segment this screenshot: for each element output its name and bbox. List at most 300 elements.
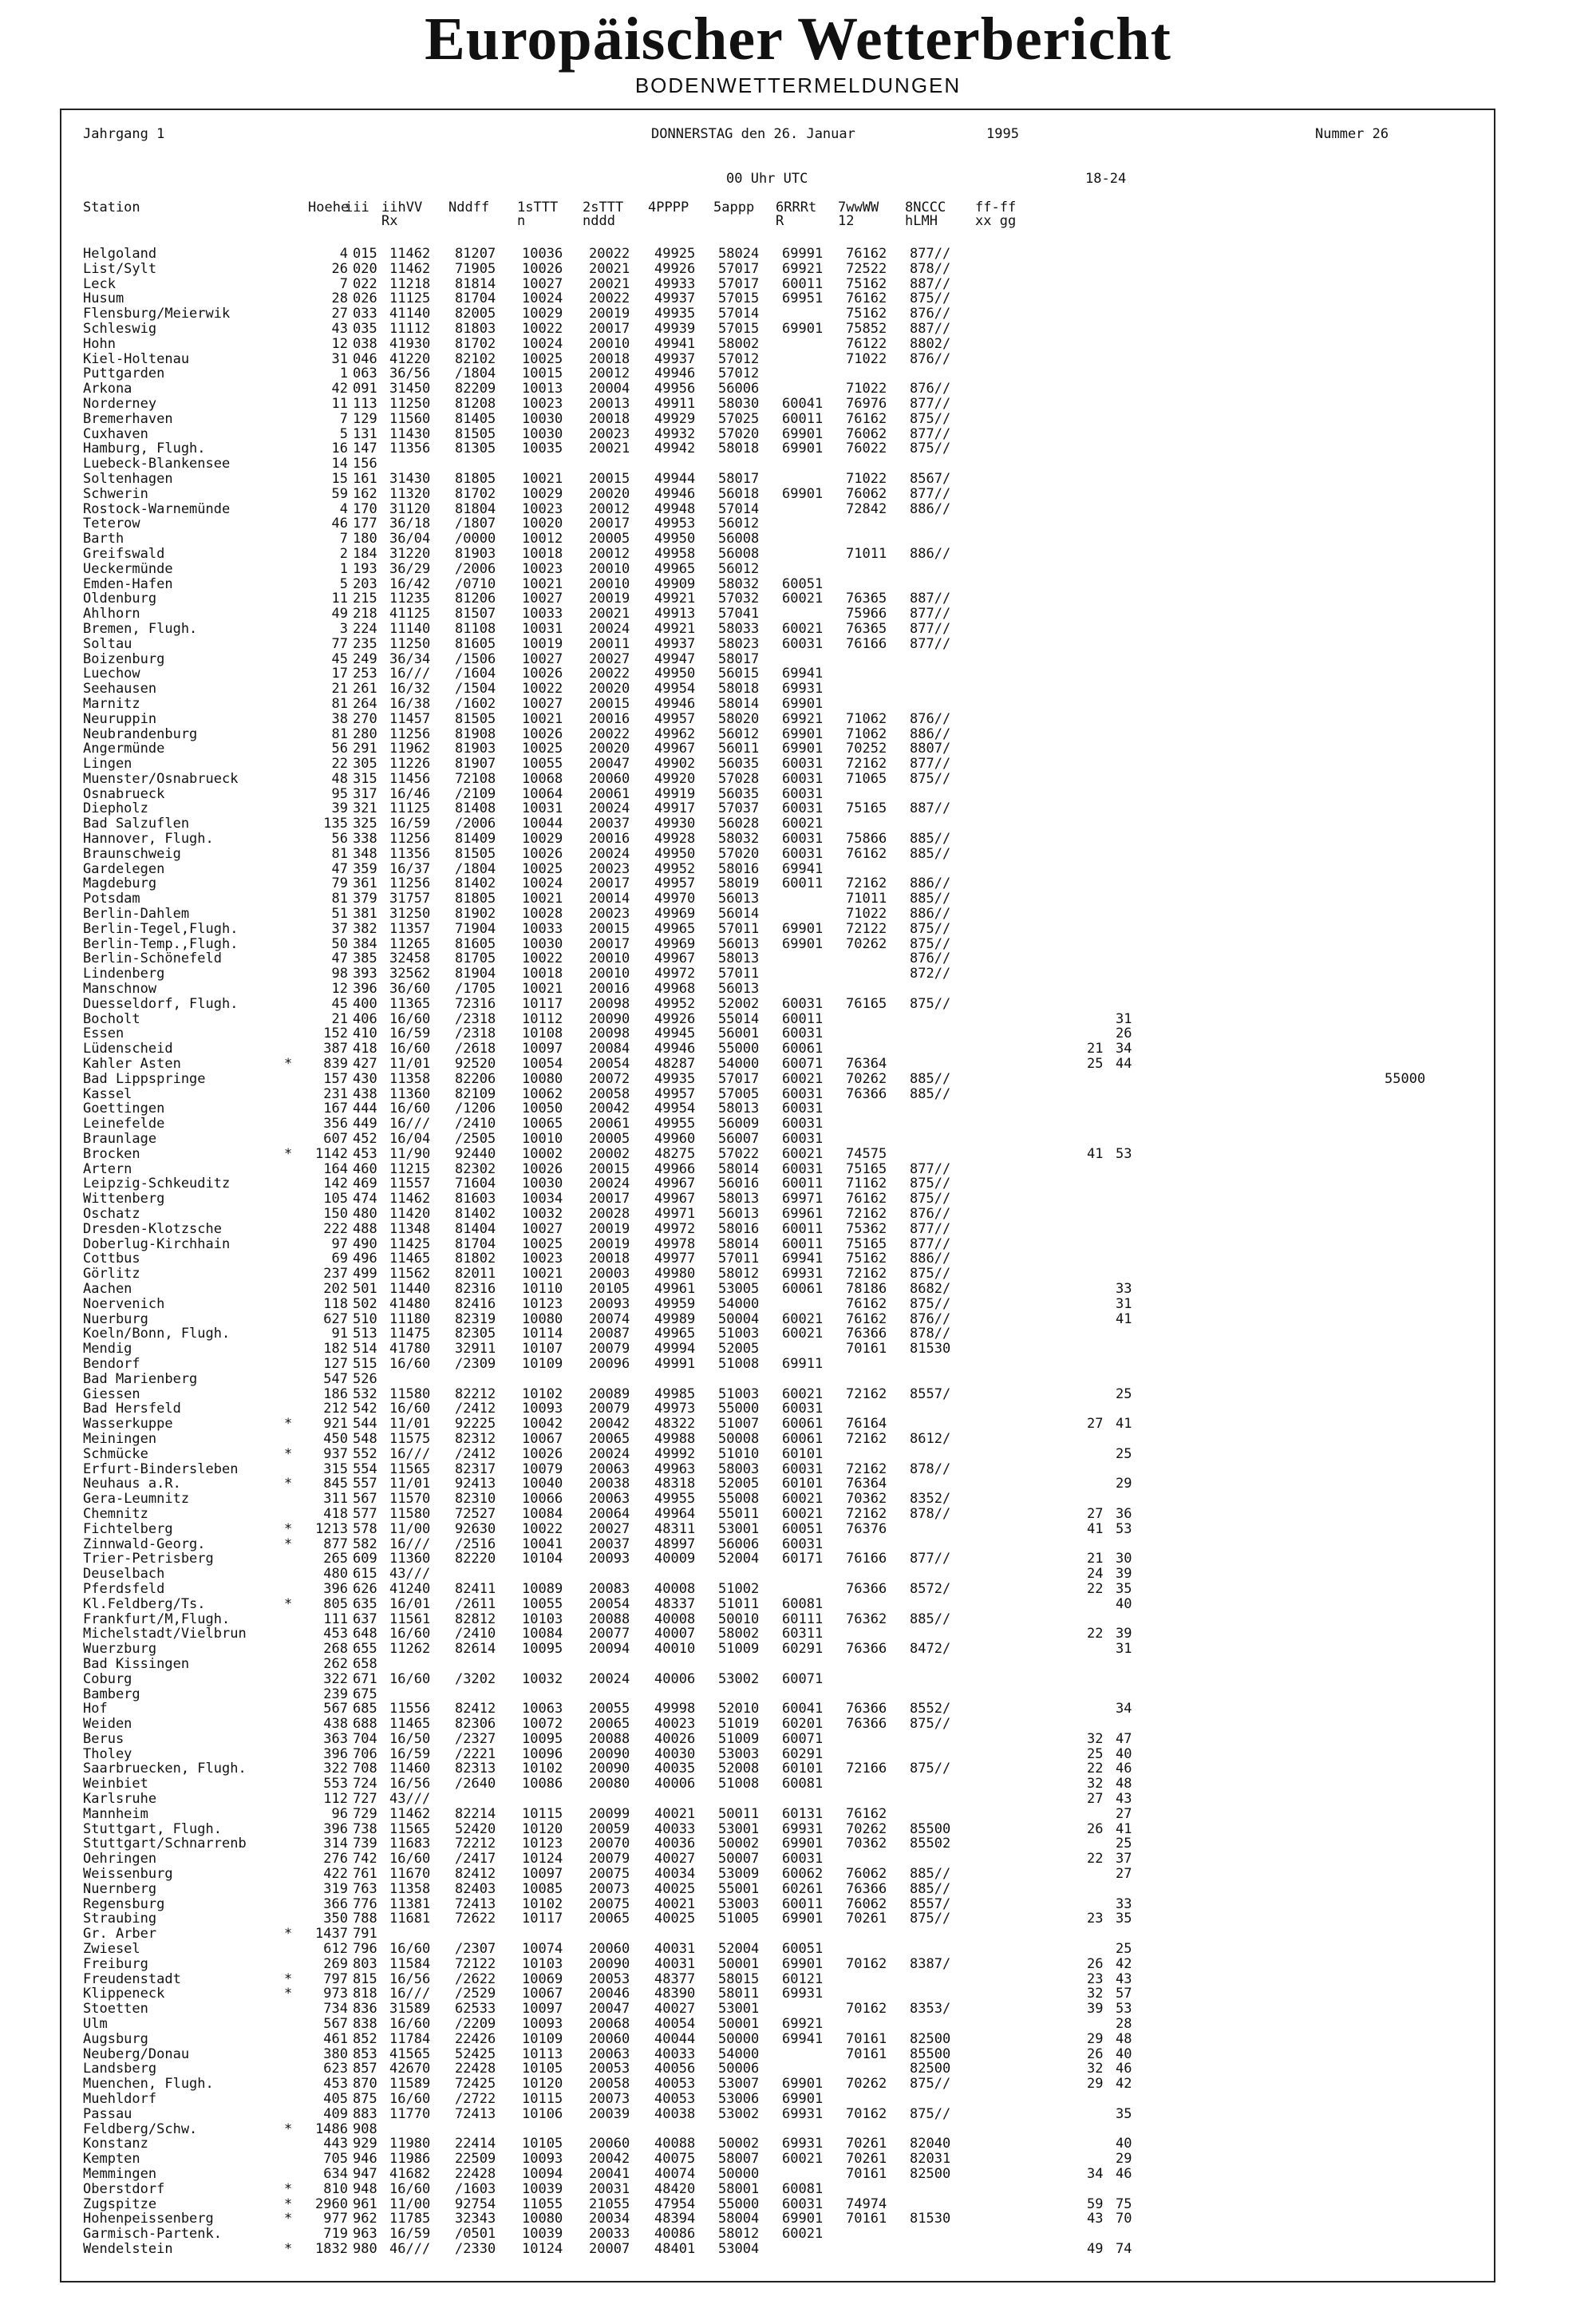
code-cell: 877//: [910, 246, 951, 262]
ff-xx: 25: [1087, 1745, 1104, 1762]
code-cell: 69901: [782, 935, 824, 952]
code-cell: 60021: [782, 1491, 824, 1508]
code-cell: 60021: [782, 620, 824, 637]
code-cell: 76976: [846, 395, 887, 412]
code-cell: 20088: [589, 1611, 630, 1627]
code-cell: 50011: [718, 1805, 760, 1822]
code-cell: 10044: [522, 816, 563, 832]
station-height: 79: [331, 875, 348, 892]
code-cell: 36/56: [389, 366, 431, 382]
code-cell: 58014: [718, 1235, 760, 1252]
code-cell: 20047: [589, 2001, 630, 2018]
code-cell: 49928: [654, 831, 696, 848]
code-cell: 60311: [782, 1626, 824, 1642]
code-cell: 10031: [522, 800, 563, 817]
station-height: 51: [331, 906, 348, 923]
station-name: Weinbiet: [83, 1776, 148, 1792]
code-cell: 82416: [455, 1295, 496, 1312]
code-cell: 885//: [910, 1866, 951, 1883]
code-cell: 70161: [846, 2166, 887, 2182]
station-name: Flensburg/Meierwik: [83, 306, 231, 322]
station-id: 658: [353, 1655, 377, 1672]
code-cell: 20072: [589, 1070, 630, 1087]
station-height: 22: [331, 756, 348, 773]
station-height: 98: [331, 966, 348, 982]
code-cell: 11962: [389, 741, 431, 757]
ff-gg: 35: [1116, 1911, 1132, 1927]
station-id: 883: [353, 2105, 377, 2122]
station-height: 11: [331, 395, 348, 412]
ff-gg: 46: [1116, 2061, 1132, 2077]
code-cell: 20098: [589, 1026, 630, 1042]
code-cell: 58013: [718, 1191, 760, 1207]
code-cell: 16/60: [389, 1626, 431, 1642]
code-cell: 48394: [654, 2211, 696, 2227]
code-cell: 10112: [522, 1010, 563, 1027]
station-name: Kempten: [83, 2151, 140, 2168]
station-height: 7: [339, 275, 348, 292]
station-id: 280: [353, 725, 377, 742]
code-cell: 876//: [910, 306, 951, 322]
code-cell: 10093: [522, 2016, 563, 2033]
station-height: 45: [331, 650, 348, 667]
code-cell: 56009: [718, 1116, 760, 1132]
station-name: Luechow: [83, 666, 140, 682]
station-height: 977: [323, 2211, 348, 2227]
station-height: 810: [323, 2180, 348, 2197]
code-cell: 58018: [718, 441, 760, 457]
station-name: Frankfurt/M,Flugh.: [83, 1611, 231, 1627]
code-cell: 81903: [455, 545, 496, 562]
ff-gg: 34: [1116, 1701, 1132, 1717]
station-height: 276: [323, 1851, 348, 1867]
code-cell: 69931: [782, 1820, 824, 1837]
code-cell: 49953: [654, 516, 696, 532]
code-cell: 40030: [654, 1745, 696, 1762]
code-cell: 60071: [782, 1730, 824, 1747]
code-cell: 20099: [589, 1805, 630, 1822]
code-cell: 49929: [654, 410, 696, 427]
code-cell: 10109: [522, 2030, 563, 2047]
code-cell: 57020: [718, 845, 760, 862]
station-height: 38: [331, 710, 348, 727]
code-cell: 20053: [589, 2061, 630, 2077]
code-cell: 20059: [589, 1820, 630, 1837]
code-cell: 20016: [589, 981, 630, 998]
code-cell: 885//: [910, 845, 951, 862]
code-cell: 887//: [910, 591, 951, 607]
code-cell: 20005: [589, 1131, 630, 1148]
station-height: 59: [331, 485, 348, 502]
station-height: 202: [323, 1280, 348, 1297]
station-id: 708: [353, 1761, 377, 1777]
code-cell: /2618: [455, 1041, 496, 1057]
code-cell: 71162: [846, 1176, 887, 1192]
code-cell: 20090: [589, 1010, 630, 1027]
code-cell: 53002: [718, 1670, 760, 1687]
ff-gg: 37: [1116, 1851, 1132, 1867]
station-height: 12: [331, 981, 348, 998]
code-cell: 82310: [455, 1491, 496, 1508]
code-cell: 82403: [455, 1880, 496, 1897]
station-height: 405: [323, 2091, 348, 2108]
ff-xx: 26: [1087, 1820, 1104, 1837]
station-id: 742: [353, 1851, 377, 1867]
column-header: Nddff: [448, 200, 490, 215]
code-cell: 875//: [910, 1295, 951, 1312]
code-cell: 11456: [389, 770, 431, 787]
ff-xx: 32: [1087, 2061, 1104, 2077]
station-id: 131: [353, 425, 377, 442]
code-cell: 48390: [654, 1986, 696, 2002]
code-cell: 49969: [654, 935, 696, 952]
station-id: 514: [353, 1341, 377, 1358]
code-cell: 40033: [654, 2045, 696, 2062]
code-cell: 36/04: [389, 531, 431, 547]
code-cell: 49933: [654, 275, 696, 292]
station-name: Braunschweig: [83, 845, 181, 862]
code-cell: 10026: [522, 666, 563, 682]
code-cell: 10095: [522, 1641, 563, 1658]
code-cell: 876//: [910, 381, 951, 397]
code-cell: 16/50: [389, 1730, 431, 1747]
column-header: 2sTTT: [583, 200, 624, 215]
station-height: 319: [323, 1880, 348, 1897]
code-cell: 52002: [718, 995, 760, 1012]
code-cell: 20037: [589, 816, 630, 832]
station-height: 453: [323, 1626, 348, 1642]
code-cell: 11/00: [389, 1520, 431, 1537]
station-name: List/Sylt: [83, 260, 157, 277]
station-name: Boizenburg: [83, 650, 165, 667]
station-id: 513: [353, 1326, 377, 1342]
code-cell: 49989: [654, 1310, 696, 1327]
code-cell: 81530: [910, 2211, 951, 2227]
code-cell: 20070: [589, 1836, 630, 1852]
code-cell: 20017: [589, 935, 630, 952]
station-height: 164: [323, 1160, 348, 1177]
station-name: Braunlage: [83, 1131, 157, 1148]
code-cell: 81404: [455, 1220, 496, 1237]
code-cell: 70161: [846, 1341, 887, 1358]
code-cell: 49972: [654, 1220, 696, 1237]
code-cell: 11/01: [389, 1416, 431, 1433]
column-header: R: [776, 213, 784, 229]
code-cell: 49965: [654, 560, 696, 577]
column-header: ff-ff: [975, 200, 1017, 215]
code-cell: 10020: [522, 516, 563, 532]
code-cell: 60011: [782, 1235, 824, 1252]
code-cell: 40025: [654, 1880, 696, 1897]
code-cell: 58007: [718, 2151, 760, 2168]
code-cell: 11357: [389, 920, 431, 937]
station-name: Michelstadt/Vielbrun: [83, 1626, 247, 1642]
code-cell: 11365: [389, 995, 431, 1012]
code-cell: 56013: [718, 1206, 760, 1222]
code-cell: 10106: [522, 2105, 563, 2122]
station-name: Stuttgart/Schnarrenb: [83, 1836, 247, 1852]
code-cell: 92630: [455, 1520, 496, 1537]
code-cell: 10055: [522, 756, 563, 773]
station-name: Lüdenscheid: [83, 1041, 173, 1057]
station-id: 788: [353, 1911, 377, 1927]
code-cell: /2006: [455, 816, 496, 832]
station-height: 47: [331, 951, 348, 967]
station-id: 929: [353, 2136, 377, 2152]
code-cell: 48311: [654, 1520, 696, 1537]
code-cell: 10030: [522, 935, 563, 952]
code-cell: 11986: [389, 2151, 431, 2168]
code-cell: 71062: [846, 710, 887, 727]
code-cell: 71022: [846, 350, 887, 367]
code-cell: 52425: [455, 2045, 496, 2062]
mountain-marker: *: [284, 2180, 293, 2197]
code-cell: 877//: [910, 425, 951, 442]
code-cell: 56001: [718, 1026, 760, 1042]
station-id: 496: [353, 1251, 377, 1267]
code-cell: 16/38: [389, 695, 431, 712]
station-id: 875: [353, 2091, 377, 2108]
code-cell: 82411: [455, 1580, 496, 1597]
column-header: 4PPPP: [648, 200, 689, 215]
station-id: 452: [353, 1131, 377, 1148]
station-name: Giessen: [83, 1385, 140, 1402]
station-height: 2960: [315, 2196, 348, 2212]
code-cell: 11565: [389, 1820, 431, 1837]
code-cell: 49969: [654, 906, 696, 923]
code-cell: 58032: [718, 831, 760, 848]
station-height: 1213: [315, 1520, 348, 1537]
code-cell: 60101: [782, 1476, 824, 1492]
station-id: 291: [353, 741, 377, 757]
code-cell: 42670: [389, 2061, 431, 2077]
station-name: Schwerin: [83, 485, 148, 502]
code-cell: 11348: [389, 1220, 431, 1237]
code-cell: 58017: [718, 470, 760, 487]
station-id: 548: [353, 1430, 377, 1447]
code-cell: 62533: [455, 2001, 496, 2018]
ff-xx: 39: [1087, 2001, 1104, 2018]
column-header: hLMH: [905, 213, 938, 229]
code-cell: 60062: [782, 1866, 824, 1883]
code-cell: 76366: [846, 1641, 887, 1658]
code-cell: 20053: [589, 1970, 630, 1987]
code-cell: 46///: [389, 2240, 431, 2257]
code-cell: 20065: [589, 1716, 630, 1733]
code-cell: 11226: [389, 756, 431, 773]
code-cell: 49955: [654, 1116, 696, 1132]
code-cell: 20002: [589, 1145, 630, 1162]
station-name: Zinnwald-Georg.: [83, 1535, 206, 1552]
code-cell: 10035: [522, 441, 563, 457]
code-cell: 57012: [718, 366, 760, 382]
code-cell: 22426: [455, 2030, 496, 2047]
station-id: 946: [353, 2151, 377, 2168]
code-cell: 49946: [654, 1041, 696, 1057]
station-name: Oberstdorf: [83, 2180, 165, 2197]
code-cell: 70262: [846, 1820, 887, 1837]
code-cell: 20058: [589, 1085, 630, 1102]
ff-gg: 74: [1116, 2240, 1132, 2257]
code-cell: 20039: [589, 2105, 630, 2122]
code-cell: 58016: [718, 860, 760, 877]
code-cell: 70262: [846, 935, 887, 952]
code-cell: 51003: [718, 1385, 760, 1402]
code-cell: 71011: [846, 545, 887, 562]
code-cell: 11112: [389, 320, 431, 337]
code-cell: 10102: [522, 1385, 563, 1402]
code-cell: 20020: [589, 485, 630, 502]
station-name: Rostock-Warnemünde: [83, 500, 231, 517]
code-cell: 16/56: [389, 1776, 431, 1792]
station-name: Bad Marienberg: [83, 1370, 198, 1387]
code-cell: 10027: [522, 591, 563, 607]
code-cell: 60021: [782, 1310, 824, 1327]
code-cell: 877//: [910, 485, 951, 502]
code-cell: 20047: [589, 756, 630, 773]
code-cell: 75162: [846, 1251, 887, 1267]
code-cell: 56035: [718, 756, 760, 773]
station-id: 177: [353, 516, 377, 532]
code-cell: 40010: [654, 1641, 696, 1658]
code-cell: 10012: [522, 531, 563, 547]
ff-gg: 47: [1116, 1730, 1132, 1747]
code-cell: 20105: [589, 1280, 630, 1297]
code-cell: 20090: [589, 1745, 630, 1762]
code-cell: 10103: [522, 1955, 563, 1972]
code-cell: 53005: [718, 1280, 760, 1297]
code-cell: 58004: [718, 2211, 760, 2227]
code-cell: 20093: [589, 1295, 630, 1312]
station-name: Diepholz: [83, 800, 148, 817]
code-cell: 60111: [782, 1611, 824, 1627]
station-height: 450: [323, 1430, 348, 1447]
report-date: DONNERSTAG den 26. Januar: [651, 126, 855, 142]
code-cell: 8552/: [910, 1701, 951, 1717]
code-cell: 10024: [522, 335, 563, 352]
code-cell: 10023: [522, 395, 563, 412]
code-cell: 56013: [718, 935, 760, 952]
code-cell: 20007: [589, 2240, 630, 2257]
code-cell: 56012: [718, 725, 760, 742]
code-cell: 49998: [654, 1701, 696, 1717]
code-cell: 69901: [782, 920, 824, 937]
code-cell: 82500: [910, 2061, 951, 2077]
mountain-marker: *: [284, 2240, 293, 2257]
code-cell: 10055: [522, 1595, 563, 1612]
station-height: 231: [323, 1085, 348, 1102]
code-cell: 49920: [654, 770, 696, 787]
station-name: Dresden-Klotzsche: [83, 1220, 222, 1237]
code-cell: 10023: [522, 500, 563, 517]
code-cell: 20013: [589, 395, 630, 412]
station-height: 443: [323, 2136, 348, 2152]
code-cell: 11584: [389, 1955, 431, 1972]
station-id: 706: [353, 1745, 377, 1762]
ff-gg: 39: [1116, 1626, 1132, 1642]
code-cell: 20014: [589, 891, 630, 907]
station-height: 15: [331, 470, 348, 487]
code-cell: 82312: [455, 1430, 496, 1447]
station-height: 480: [323, 1566, 348, 1583]
code-cell: 71022: [846, 470, 887, 487]
ff-gg: 40: [1116, 2045, 1132, 2062]
code-cell: /0710: [455, 575, 496, 592]
station-name: Marnitz: [83, 695, 140, 712]
code-cell: 72622: [455, 1911, 496, 1927]
code-cell: 40007: [654, 1626, 696, 1642]
code-cell: /2006: [455, 560, 496, 577]
code-cell: 36/60: [389, 981, 431, 998]
code-cell: 10105: [522, 2136, 563, 2152]
code-cell: 49964: [654, 1505, 696, 1522]
code-cell: 81908: [455, 725, 496, 742]
station-height: 607: [323, 1131, 348, 1148]
ff-gg: 53: [1116, 1520, 1132, 1537]
code-cell: /2410: [455, 1116, 496, 1132]
code-cell: 58032: [718, 575, 760, 592]
station-id: 501: [353, 1280, 377, 1297]
code-cell: 56028: [718, 816, 760, 832]
code-cell: 16/59: [389, 2226, 431, 2243]
code-cell: 81305: [455, 441, 496, 457]
mountain-marker: *: [284, 1145, 293, 1162]
code-cell: 22428: [455, 2166, 496, 2182]
code-cell: 20075: [589, 1866, 630, 1883]
station-id: 490: [353, 1235, 377, 1252]
code-cell: 60031: [782, 800, 824, 817]
code-cell: 885//: [910, 1880, 951, 1897]
code-cell: 10080: [522, 1310, 563, 1327]
code-cell: 71011: [846, 891, 887, 907]
code-cell: 49980: [654, 1266, 696, 1283]
ff-gg: 30: [1116, 1551, 1132, 1567]
code-cell: 85502: [910, 1836, 951, 1852]
station-name: Berus: [83, 1730, 124, 1747]
code-cell: 49926: [654, 260, 696, 277]
code-cell: 50006: [718, 2061, 760, 2077]
station-id: 815: [353, 1970, 377, 1987]
station-height: 14: [331, 456, 348, 472]
code-cell: 82102: [455, 350, 496, 367]
code-cell: 49970: [654, 891, 696, 907]
code-cell: 85500: [910, 1820, 951, 1837]
code-cell: 41220: [389, 350, 431, 367]
code-cell: 10086: [522, 1776, 563, 1792]
station-id: 474: [353, 1191, 377, 1207]
code-cell: 49978: [654, 1235, 696, 1252]
code-cell: 51008: [718, 1776, 760, 1792]
code-cell: 81704: [455, 1235, 496, 1252]
code-cell: 52004: [718, 1941, 760, 1958]
station-id: 685: [353, 1701, 377, 1717]
code-cell: 53007: [718, 2076, 760, 2093]
station-name: Gr. Arber: [83, 1926, 157, 1943]
station-height: 28: [331, 290, 348, 307]
code-cell: 875//: [910, 995, 951, 1012]
station-id: 532: [353, 1385, 377, 1402]
station-id: 948: [353, 2180, 377, 2197]
code-cell: 20010: [589, 335, 630, 352]
code-cell: 40008: [654, 1580, 696, 1597]
code-cell: 875//: [910, 770, 951, 787]
code-cell: 76366: [846, 1326, 887, 1342]
code-cell: 76376: [846, 1520, 887, 1537]
station-name: Wendelstein: [83, 2240, 173, 2257]
station-height: 877: [323, 1535, 348, 1552]
code-cell: 20054: [589, 1056, 630, 1073]
code-cell: /2611: [455, 1595, 496, 1612]
